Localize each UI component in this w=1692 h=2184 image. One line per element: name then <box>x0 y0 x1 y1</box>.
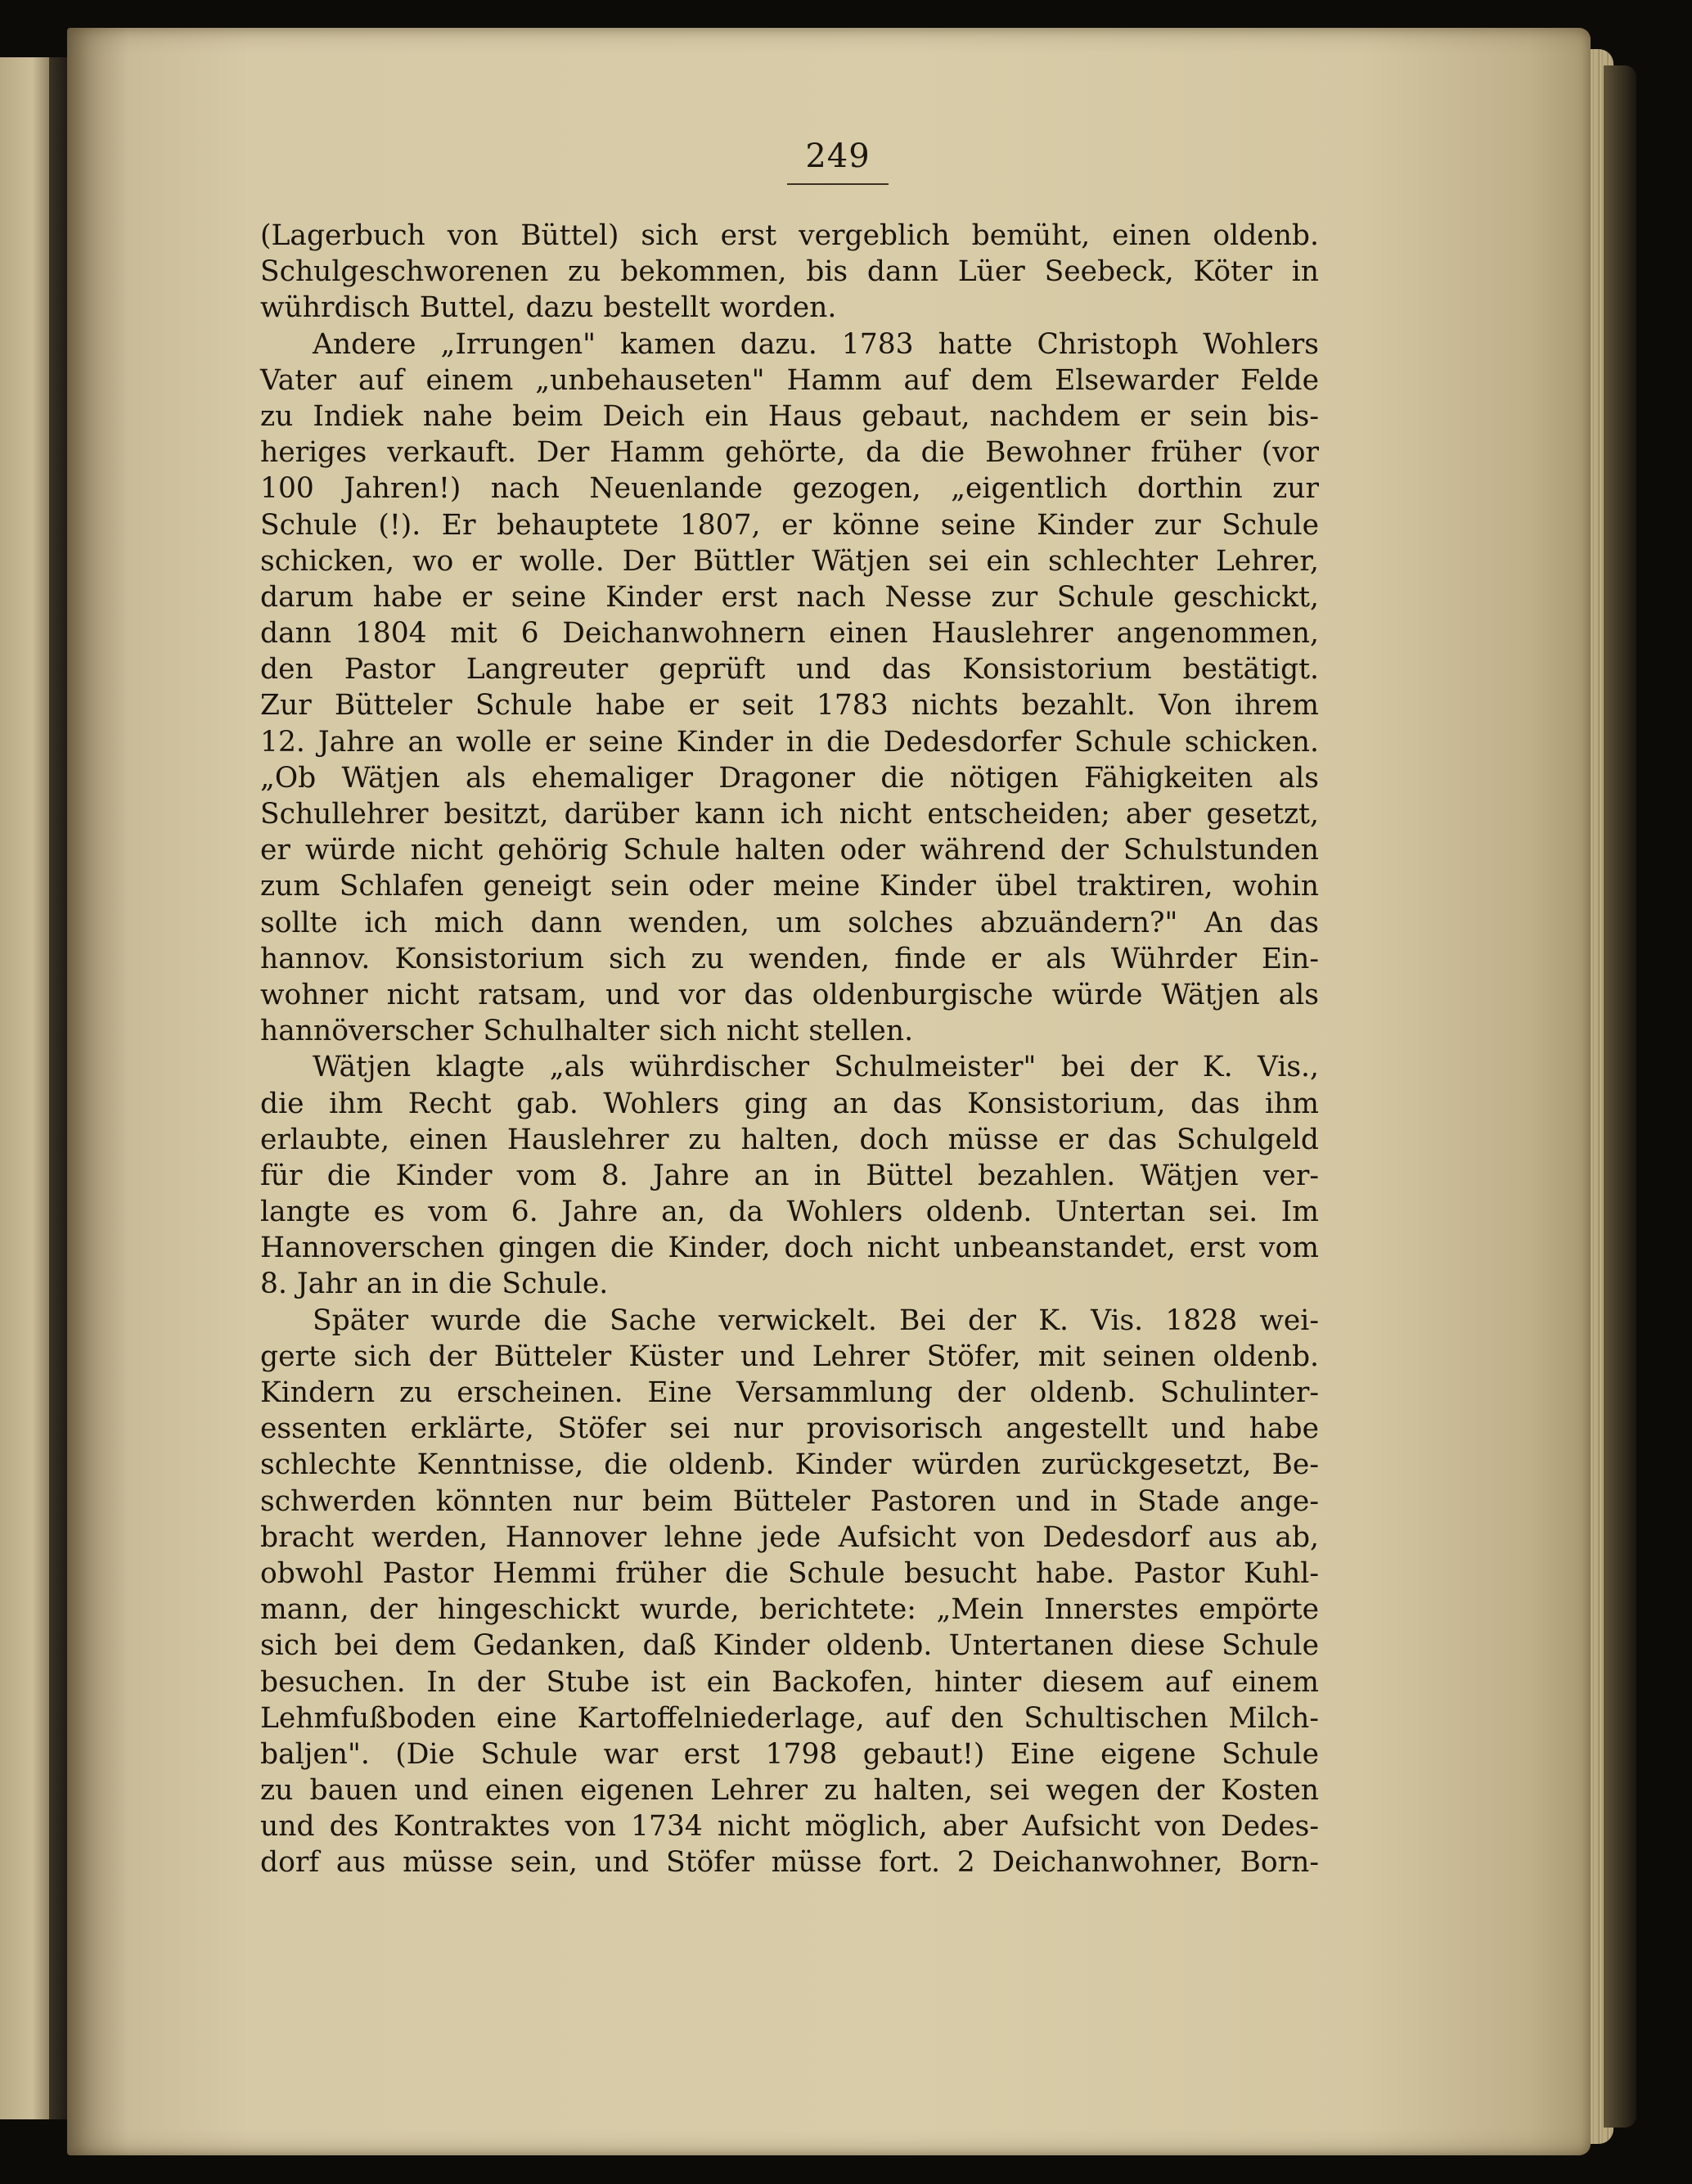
text-line: zu Indiek nahe beim Deich ein Haus gebaut, nachdem er sein bis- <box>260 399 1319 433</box>
text-line: Lehmfußboden eine Kartoffelniederlage, auf den Schultischen Milch- <box>260 1701 1319 1735</box>
text-line: für die Kinder vom 8. Jahre an in Büttel bezahlen. Wätjen ver- <box>260 1159 1319 1192</box>
text-line: Kindern zu erscheinen. Eine Versammlung der oldenb. Schulinter- <box>260 1376 1319 1409</box>
text-line: Wätjen klagte „als wührdischer Schulmeister" bei der K. Vis., <box>313 1051 1319 1084</box>
text-line: zum Schlafen geneigt sein oder meine Kinder übel traktiren, wohin <box>260 870 1319 903</box>
text-line: schwerden könnten nur beim Bütteler Pastoren und in Stade ange- <box>260 1484 1319 1518</box>
text-line: Andere „Irrungen" kamen dazu. 1783 hatte Christoph Wohlers <box>313 327 1319 361</box>
text-line: heriges verkauft. Der Hamm gehörte, da die Bewohner früher (vor <box>260 436 1319 470</box>
text-line: 100 Jahren!) nach Neuenlande gezogen, „eigentlich dorthin zur <box>260 472 1319 506</box>
text-line: Schullehrer besitzt, darüber kann ich nicht entscheiden; aber gesetzt, <box>260 798 1319 831</box>
page-number-text: 249 <box>787 137 888 185</box>
text-line: gerte sich der Bütteler Küster und Lehrer Stöfer, mit seinen oldenb. <box>260 1340 1319 1373</box>
text-line: die ihm Recht gab. Wohlers ging an das Konsistorium, das ihm <box>260 1087 1319 1120</box>
text-line: erlaubte, einen Hauslehrer zu halten, doch müsse er das Schulgeld <box>260 1123 1319 1156</box>
text-line: baljen". (Die Schule war erst 1798 gebaut!) Eine eigene Schule <box>260 1737 1319 1771</box>
text-line: Hannoverschen gingen die Kinder, doch nicht unbeanstandet, erst vom <box>260 1232 1319 1265</box>
text-line: sollte ich mich dann wenden, um solches abzuändern?" An das <box>260 906 1319 939</box>
text-line: Vater auf einem „unbehauseten" Hamm auf dem Elsewarder Felde <box>260 363 1319 397</box>
text-line: essenten erklärte, Stöfer sei nur provisorisch angestellt und habe <box>260 1412 1319 1446</box>
text-line: Schule (!). Er behauptete 1807, er könne seine Kinder zur Schule <box>260 508 1319 542</box>
text-line: mann, der hingeschickt wurde, berichtete: „Mein Innerstes empörte <box>260 1593 1319 1627</box>
text-line: hannov. Konsistorium sich zu wenden, finde er als Wührder Ein- <box>260 942 1319 975</box>
text-line: Zur Bütteler Schule habe er seit 1783 nichts bezahlt. Von ihrem <box>260 689 1319 723</box>
text-line: langte es vom 6. Jahre an, da Wohlers oldenb. Untertan sei. Im <box>260 1196 1319 1229</box>
text-line: dann 1804 mit 6 Deichanwohnern einen Hauslehrer angenommen, <box>260 617 1319 651</box>
text-line: den Pastor Langreuter geprüft und das Konsistorium bestätigt. <box>260 653 1319 687</box>
text-line: Schulgeschworenen zu bekommen, bis dann Lüer Seebeck, Köter in <box>260 255 1319 289</box>
text-line: (Lagerbuch von Büttel) sich erst vergeblich bemüht, einen oldenb. <box>260 219 1319 252</box>
text-line: schicken, wo er wolle. Der Büttler Wätjen sei ein schlechter Lehrer, <box>260 544 1319 578</box>
text-line: Später wurde die Sache verwickelt. Bei der K. Vis. 1828 wei- <box>313 1304 1319 1337</box>
text-line: dorf aus müsse sein, und Stöfer müsse fort. 2 Deichanwohner, Born- <box>260 1846 1319 1880</box>
text-line: sich bei dem Gedanken, daß Kinder oldenb. Untertanen diese Schule <box>260 1629 1319 1663</box>
text-line: besuchen. In der Stube ist ein Backofen, hinter diesem auf einem <box>260 1665 1319 1699</box>
text-line: bracht werden, Hannover lehne jede Aufsicht von Dedesdorf aus ab, <box>260 1520 1319 1554</box>
text-line: hannöverscher Schulhalter sich nicht stellen. <box>260 1015 914 1048</box>
text-line: 12. Jahre an wolle er seine Kinder in die Dedesdorfer Schule schicken. <box>260 725 1319 759</box>
text-line: 8. Jahr an in die Schule. <box>260 1268 609 1301</box>
text-line: „Ob Wätjen als ehemaliger Dragoner die nötigen Fähigkeiten als <box>260 761 1319 795</box>
text-line: wührdisch Buttel, dazu bestellt worden. <box>260 291 837 325</box>
text-line: darum habe er seine Kinder erst nach Nesse zur Schule geschickt, <box>260 580 1319 614</box>
text-line: er würde nicht gehörig Schule halten oder während der Schulstunden <box>260 834 1319 867</box>
text-line: schlechte Kenntnisse, die oldenb. Kinder würden zurückgesetzt, Be- <box>260 1448 1319 1482</box>
text-line: obwohl Pastor Hemmi früher die Schule besucht habe. Pastor Kuhl- <box>260 1556 1319 1590</box>
text-line: und des Kontraktes von 1734 nicht möglich, aber Aufsicht von Dedes- <box>260 1810 1319 1844</box>
text-line: wohner nicht ratsam, und vor das oldenburgische würde Wätjen als <box>260 978 1319 1011</box>
book-edge-shadow <box>1604 65 1636 2128</box>
body-text <box>260 218 1319 1881</box>
text-line: zu bauen und einen eigenen Lehrer zu halten, sei wegen der Kosten <box>260 1774 1319 1808</box>
page-number <box>0 137 1692 185</box>
